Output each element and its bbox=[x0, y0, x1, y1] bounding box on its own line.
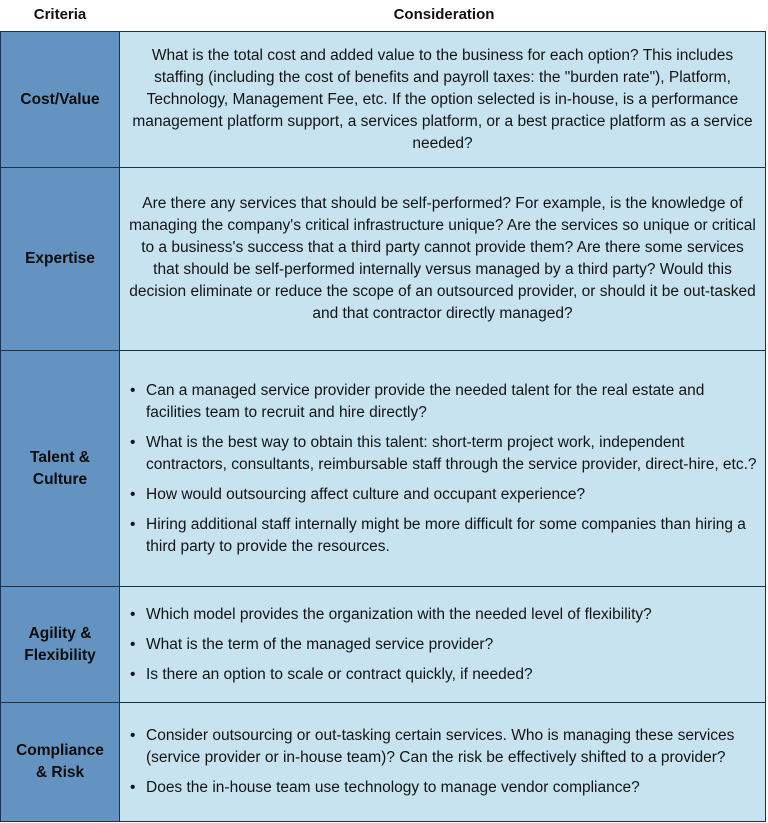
table-row bbox=[1, 168, 766, 351]
consideration-column-header: Consideration bbox=[393, 6, 495, 23]
criteria-cell-talent-culture bbox=[1, 351, 120, 587]
bullet-list bbox=[120, 380, 765, 558]
list-item: • Hiring additional staff internally might be more difficult for some companies than hiring a third party to provide the resources. bbox=[128, 514, 757, 558]
table-header bbox=[0, 0, 768, 32]
table-row bbox=[1, 703, 766, 822]
list-item: • What is the term of the managed service provider? bbox=[128, 634, 757, 656]
list-item: • Is there an option to scale or contract quickly, if needed? bbox=[128, 664, 757, 686]
consideration-text: What is the total cost and added value to the business for each option? This includes staffing (including the cost of benefits and payroll taxes: the "burden rate"), Platform, Technology, Management Fee, etc. If the option selected is in-house, is a performance management platform support, a services platform, or a best practice platform as a service needed? bbox=[132, 46, 753, 152]
criteria-table bbox=[0, 31, 766, 822]
criteria-cell-cost-value: Cost/Value bbox=[1, 32, 120, 168]
criteria-column-header: Criteria bbox=[33, 6, 87, 23]
list-item: • Can a managed service provider provide the needed talent for the real estate and facilities team to recruit and hire directly? bbox=[128, 380, 757, 424]
list-item: • Does the in-house team use technology to manage vendor compliance? bbox=[128, 777, 757, 799]
criteria-label: Talent & Culture bbox=[30, 448, 90, 488]
criteria-cell-agility-flexibility bbox=[1, 587, 120, 703]
list-item: • Which model provides the organization with the needed level of flexibility? bbox=[128, 604, 757, 626]
consideration-cell-agility-flexibility bbox=[120, 587, 766, 703]
consideration-cell-talent-culture bbox=[120, 351, 766, 587]
table-row bbox=[1, 32, 766, 168]
consideration-cell-compliance-risk bbox=[120, 703, 766, 822]
list-item: • Consider outsourcing or out-tasking certain services. Who is managing these services (service provider or in-house team)? Can the risk be effectively shifted to a provider? bbox=[128, 725, 757, 769]
consideration-cell-cost-value bbox=[120, 32, 766, 168]
bullet-list bbox=[120, 725, 765, 799]
bullet-list bbox=[120, 604, 765, 686]
list-item: • How would outsourcing affect culture and occupant experience? bbox=[128, 484, 757, 506]
list-item: • What is the best way to obtain this talent: short-term project work, independent contractors, consultants, reimbursable staff through the service provider, direct-hire, etc.? bbox=[128, 432, 757, 476]
criteria-label: Agility & Flexibility bbox=[24, 624, 96, 664]
criteria-cell-compliance-risk bbox=[1, 703, 120, 822]
table-row bbox=[1, 587, 766, 703]
criteria-cell-expertise: Expertise bbox=[1, 168, 120, 351]
consideration-text: Are there any services that should be self-performed? For example, is the knowledge of managing the company's critical infrastructure unique? Are the services so unique or critical to a business's success that a third party cannot provide them? Are there some services that should be self-performed internally versus managed by a third party? Would this decision eliminate or reduce the scope of an outsourced provider, or should it be out-tasked and that contractor directly managed? bbox=[129, 195, 756, 322]
consideration-cell-expertise bbox=[120, 168, 766, 351]
criteria-label: Compliance & Risk bbox=[16, 742, 104, 781]
table-row bbox=[1, 351, 766, 587]
